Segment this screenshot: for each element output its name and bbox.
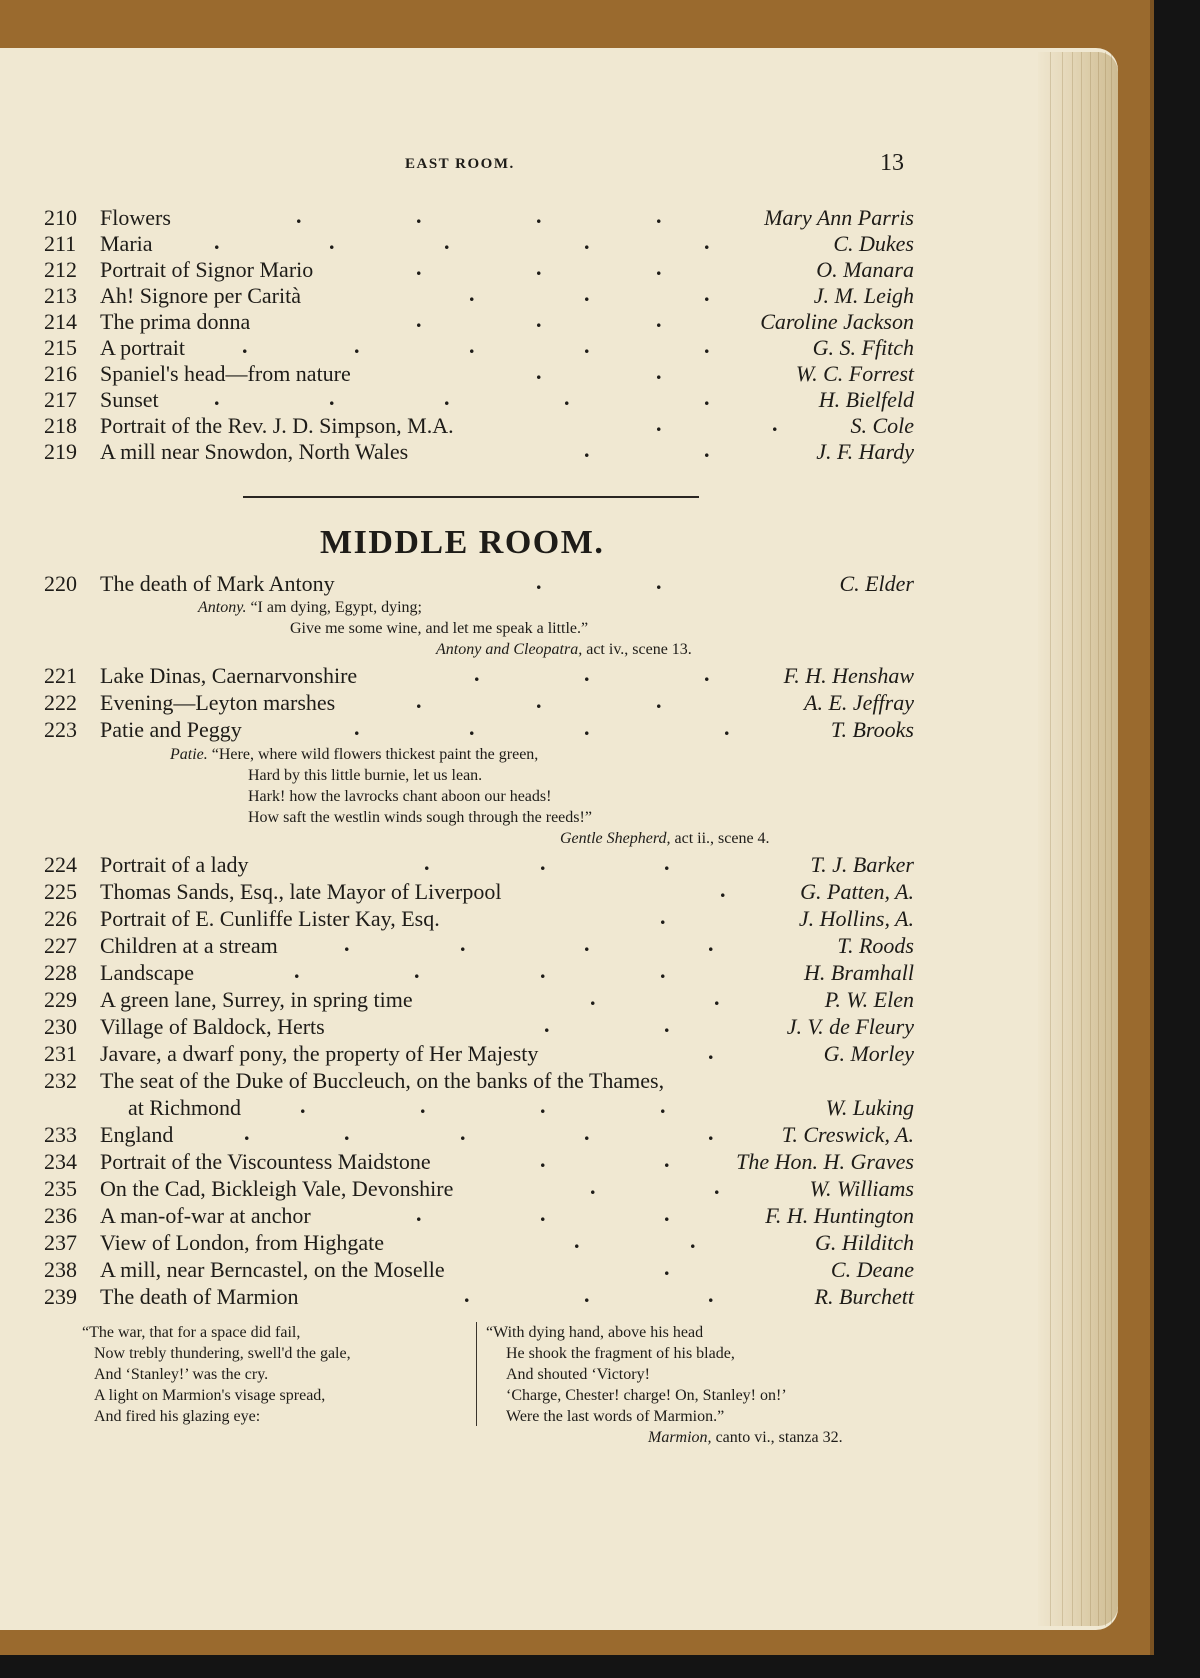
- quote-source: [436, 640, 692, 660]
- entry-title: A mill near Snowdon, North Wales: [100, 439, 409, 464]
- catalogue-entry: [44, 1067, 914, 1095]
- section-heading: MIDDLE ROOM.: [320, 524, 605, 561]
- entry-title: A green lane, Surrey, in spring time: [100, 987, 413, 1012]
- entry-title: A mill, near Berncastel, on the Moselle: [100, 1257, 445, 1282]
- entry-number: 232: [44, 1068, 77, 1093]
- entry-artist: T. Roods: [837, 933, 914, 958]
- entry-number: 237: [44, 1230, 77, 1255]
- entry-artist: C. Deane: [830, 1257, 914, 1282]
- catalogue-entry-continuation: at Richmond . . . . W. Luking: [128, 1093, 914, 1120]
- entry-artist: The Hon. H. Graves: [736, 1149, 914, 1174]
- poem-line: “With dying hand, above his head: [486, 1324, 704, 1341]
- entry-number: 215: [44, 335, 77, 360]
- entry-title: Portrait of a lady: [100, 852, 249, 877]
- entry-title: Village of Baldock, Herts: [100, 1014, 325, 1039]
- catalogue-entry: 223 Patie and Peggy . . . . T. Brooks: [44, 715, 914, 742]
- entry-artist: G. Patten, A.: [800, 879, 914, 904]
- quote-source-title: Marmion,: [648, 1429, 712, 1446]
- catalogue-entry: 231 Javare, a dwarf pony, the property of Her Majesty . G. Morley: [44, 1039, 914, 1066]
- catalogue-entry: 224 Portrait of a lady . . . T. J. Barker: [44, 850, 914, 877]
- poem-line: And shouted ‘Victory!: [506, 1366, 650, 1383]
- catalogue-entry: 212 Portrait of Signor Mario . . . O. Manara: [44, 255, 914, 282]
- poem-line: Now trebly thundering, swell'd the gale,: [94, 1345, 351, 1362]
- entry-number: 233: [44, 1122, 77, 1147]
- poem-line: And ‘Stanley!’ was the cry.: [94, 1366, 269, 1383]
- catalogue-entry: 233 England . . . . . T. Creswick, A.: [44, 1120, 914, 1147]
- entry-title: Portrait of the Rev. J. D. Simpson, M.A.: [100, 413, 454, 438]
- catalogue-entry: 239 The death of Marmion . . . R. Burchett: [44, 1282, 914, 1309]
- quote-line: Give me some wine, and let me speak a little.”: [290, 620, 589, 637]
- poem-right-column: [486, 1322, 787, 1427]
- catalogue-entry: 229 A green lane, Surrey, in spring time . . P. W. Elen: [44, 985, 914, 1012]
- entry-title: Sunset: [100, 387, 159, 412]
- quote-source-ref: act ii., scene 4.: [674, 830, 770, 847]
- entry-number: 218: [44, 413, 77, 438]
- catalogue-entry: 226 Portrait of E. Cunliffe Lister Kay, Esq. . J. Hollins, A.: [44, 904, 914, 931]
- entry-number: 211: [44, 231, 77, 256]
- entry-artist: H. Bramhall: [804, 960, 914, 985]
- catalogue-entry: 220 The death of Mark Antony . . C. Elder: [44, 569, 914, 596]
- entry-number: 236: [44, 1203, 77, 1228]
- catalogue-entry: 218 Portrait of the Rev. J. D. Simpson, M.A. . . S. Cole: [44, 411, 914, 438]
- entry-artist: C. Elder: [839, 571, 914, 596]
- entry-artist: W. C. Forrest: [795, 361, 914, 386]
- entry-artist: J. V. de Fleury: [786, 1014, 914, 1039]
- entry-number: 219: [44, 439, 77, 464]
- quote-line: “Here, where wild flowers thickest paint the green,: [211, 746, 539, 763]
- quote-source: [648, 1428, 843, 1448]
- entry-number: 238: [44, 1257, 77, 1282]
- entry-title: The death of Mark Antony: [100, 571, 335, 596]
- entry-artist: H. Bielfeld: [818, 387, 914, 412]
- entry-title: Evening—Leyton marshes: [100, 690, 336, 715]
- quote-speaker-line: [170, 745, 538, 765]
- catalogue-entry: 217 Sunset . . . . . H. Bielfeld: [44, 385, 914, 412]
- entry-number: 225: [44, 879, 77, 904]
- catalogue-entry: 211 Maria . . . . . C. Dukes: [44, 229, 914, 256]
- entry-artist: O. Manara: [816, 257, 914, 282]
- quote-source-title: Gentle Shepherd,: [560, 830, 671, 847]
- poem-line: ‘Charge, Chester! charge! On, Stanley! on!’: [506, 1387, 787, 1404]
- entry-number: 229: [44, 987, 77, 1012]
- entry-artist: T. Brooks: [830, 717, 914, 742]
- entry-title: The seat of the Duke of Buccleuch, on the banks of the Thames,: [100, 1068, 665, 1093]
- quote-speaker-line: [198, 598, 422, 618]
- poem-line: Were the last words of Marmion.”: [506, 1408, 725, 1425]
- catalogue-entry: 237 View of London, from Highgate . . G. Hilditch: [44, 1228, 914, 1255]
- entry-title: View of London, from Highgate: [100, 1230, 385, 1255]
- entry-number: 227: [44, 933, 77, 958]
- entry-artist: P. W. Elen: [824, 987, 914, 1012]
- entry-title: A portrait: [100, 335, 185, 360]
- quote-speaker: Antony.: [198, 599, 247, 616]
- catalogue-entry: 227 Children at a stream . . . . T. Roods: [44, 931, 914, 958]
- entry-number: 220: [44, 571, 77, 596]
- poem-line: “The war, that for a space did fail,: [82, 1324, 301, 1341]
- catalogue-entry: 222 Evening—Leyton marshes . . . A. E. Jeffray: [44, 688, 914, 715]
- entry-title: Ah! Signore per Carità: [100, 283, 301, 308]
- entry-number: 212: [44, 257, 77, 282]
- entry-title: Thomas Sands, Esq., late Mayor of Liverpool: [100, 879, 502, 904]
- entry-artist: J. Hollins, A.: [798, 906, 914, 931]
- quote-line: “I am dying, Egypt, dying;: [250, 599, 422, 616]
- entry-number: 231: [44, 1041, 77, 1066]
- quote-line: Hark! how the lavrocks chant aboon our heads!: [248, 788, 552, 805]
- catalogue-entry: 210 Flowers . . . . Mary Ann Parris: [44, 203, 914, 230]
- entry-title: Flowers: [100, 205, 171, 230]
- running-title: EAST ROOM.: [405, 156, 515, 172]
- entry-number: 217: [44, 387, 77, 412]
- poem-line: He shook the fragment of his blade,: [506, 1345, 735, 1362]
- entry-artist: T. J. Barker: [810, 852, 914, 877]
- entry-artist: W. Luking: [825, 1095, 914, 1120]
- entry-title: The death of Marmion: [100, 1284, 299, 1309]
- poem-left-column: [82, 1322, 351, 1427]
- entry-title: On the Cad, Bickleigh Vale, Devonshire: [100, 1176, 454, 1201]
- entry-artist: F. H. Huntington: [765, 1203, 914, 1228]
- page-number: 13: [880, 150, 904, 176]
- poem-line: And fired his glazing eye:: [94, 1408, 261, 1425]
- entry-title: Children at a stream: [100, 933, 278, 958]
- entry-number: 228: [44, 960, 77, 985]
- entry-artist: G. Hilditch: [815, 1230, 914, 1255]
- entry-artist: R. Burchett: [814, 1284, 914, 1309]
- entry-artist: W. Williams: [809, 1176, 914, 1201]
- entry-artist: Caroline Jackson: [760, 309, 914, 334]
- entry-title: Javare, a dwarf pony, the property of Her Majesty: [100, 1041, 539, 1066]
- entry-artist: J. F. Hardy: [816, 439, 914, 464]
- entry-title: at Richmond: [128, 1095, 242, 1120]
- entry-number: 221: [44, 663, 77, 688]
- entry-artist: J. M. Leigh: [813, 283, 914, 308]
- entry-number: 234: [44, 1149, 77, 1174]
- catalogue-entry: 230 Village of Baldock, Herts . . J. V. de Fleury: [44, 1012, 914, 1039]
- entry-title: A man-of-war at anchor: [100, 1203, 311, 1228]
- entry-artist: S. Cole: [850, 413, 914, 438]
- section-divider: [243, 496, 699, 498]
- catalogue-entry: 221 Lake Dinas, Caernarvonshire . . . F. H. Henshaw: [44, 661, 914, 688]
- entry-title: The prima donna: [100, 309, 251, 334]
- entry-title: Patie and Peggy: [100, 717, 242, 742]
- catalogue-entry: 236 A man-of-war at anchor . . . F. H. Huntington: [44, 1201, 914, 1228]
- entry-number: 210: [44, 205, 77, 230]
- quote-source-ref: act iv., scene 13.: [586, 641, 692, 658]
- catalogue-entry: 238 A mill, near Berncastel, on the Moselle . C. Deane: [44, 1255, 914, 1282]
- catalogue-entry: 225 Thomas Sands, Esq., late Mayor of Liverpool . G. Patten, A.: [44, 877, 914, 904]
- entry-number: 224: [44, 852, 77, 877]
- entry-title: Portrait of Signor Mario: [100, 257, 314, 282]
- entry-title: Spaniel's head—from nature: [100, 361, 351, 386]
- catalogue-entry: 234 Portrait of the Viscountess Maidstone . . The Hon. H. Graves: [44, 1147, 914, 1174]
- entry-artist: C. Dukes: [833, 231, 914, 256]
- poem-line: A light on Marmion's visage spread,: [94, 1387, 326, 1404]
- catalogue-entry: 235 On the Cad, Bickleigh Vale, Devonshire . . W. Williams: [44, 1174, 914, 1201]
- entry-number: 223: [44, 717, 77, 742]
- entry-number: 216: [44, 361, 77, 386]
- entry-title: Landscape: [100, 960, 195, 985]
- entry-artist: G. S. Ffitch: [812, 335, 914, 360]
- column-divider: [476, 1322, 477, 1426]
- catalogue-entry: 215 A portrait . . . . . G. S. Ffitch: [44, 333, 914, 360]
- entry-number: 214: [44, 309, 77, 334]
- quote-source: [560, 829, 770, 849]
- catalogue-entry: 219 A mill near Snowdon, North Wales . . J. F. Hardy: [44, 437, 914, 464]
- quote-line: How saft the westlin winds sough through the reeds!”: [248, 809, 592, 826]
- entry-number: 213: [44, 283, 77, 308]
- entry-number: 239: [44, 1284, 77, 1309]
- entry-title: Portrait of the Viscountess Maidstone: [100, 1149, 431, 1174]
- entry-number: 226: [44, 906, 77, 931]
- quote-line: Hard by this little burnie, let us lean.: [248, 767, 483, 784]
- catalogue-entry: 228 Landscape . . . . H. Bramhall: [44, 958, 914, 985]
- quote-source-ref: canto vi., stanza 32.: [715, 1429, 843, 1446]
- entry-title: Lake Dinas, Caernarvonshire: [100, 663, 358, 688]
- entry-title: Portrait of E. Cunliffe Lister Kay, Esq.: [100, 906, 440, 931]
- catalogue-entry: 213 Ah! Signore per Carità . . . J. M. Leigh: [44, 281, 914, 308]
- quote-speaker: Patie.: [170, 746, 208, 763]
- entry-title: England: [100, 1122, 174, 1147]
- entry-number: 222: [44, 690, 77, 715]
- entry-artist: G. Morley: [823, 1041, 914, 1066]
- entry-artist: Mary Ann Parris: [764, 205, 914, 230]
- catalogue-entry: 216 Spaniel's head—from nature . . W. C. Forrest: [44, 359, 914, 386]
- entry-artist: T. Creswick, A.: [781, 1122, 914, 1147]
- entry-artist: A. E. Jeffray: [804, 690, 914, 715]
- entry-title: Maria: [100, 231, 153, 256]
- entry-number: 230: [44, 1014, 77, 1039]
- catalogue-entry: 214 The prima donna . . . Caroline Jackson: [44, 307, 914, 334]
- entry-artist: F. H. Henshaw: [783, 663, 914, 688]
- quote-source-title: Antony and Cleopatra,: [436, 641, 583, 658]
- entry-number: 235: [44, 1176, 77, 1201]
